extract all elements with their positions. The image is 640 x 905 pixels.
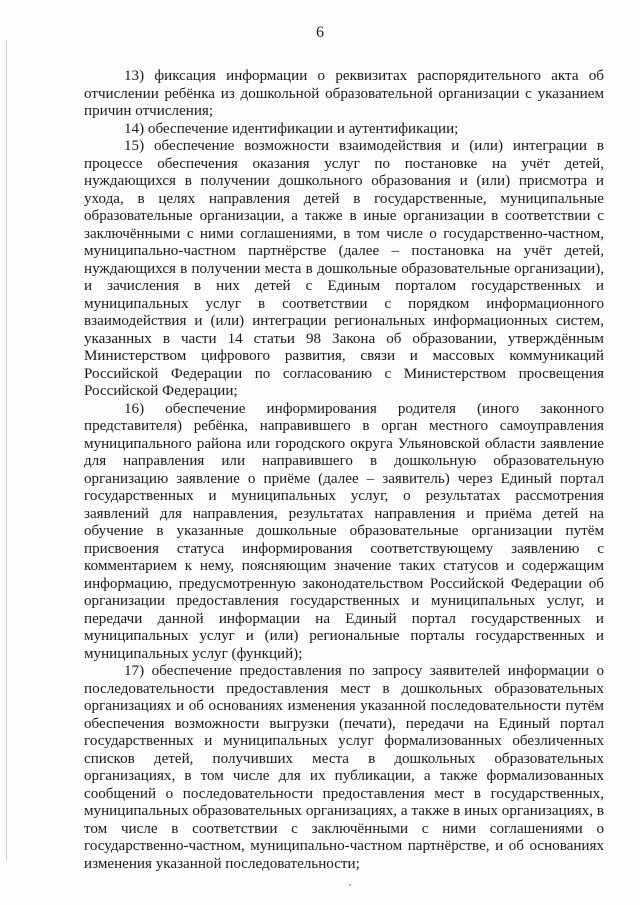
document-body [84,68,604,873]
page-number: 6 [316,24,324,41]
scan-margin-mark [6,40,7,860]
paragraph-16: 16) обеспечение информирования родителя (иного законного представителя) ребёнка, направившего в орган местного самоуправления муниципального района или городского округа Ульяновской области заявление для направления или направившего в дошкольную образовательную организацию заявление о приёме (далее – заявитель) через Единый портал государственных и муниципальных услуг, о результатах рассмотрения заявлений для направления, результатах направления и приёма детей на обучение в указанные дошкольные образовательные организации путём присвоения статуса информирования соответствующему заявлению с комментарием к нему, поясняющим значение таких статусов и содержащим информацию, предусмотренную законодательством Российской Федерации об организации предоставления государственных и муниципальных услуг, и передачи данной информации на Единый портал государственных и муниципальных услуг и (или) региональные порталы государственных и муниципальных услуг (функций); [84,400,604,662]
paragraph-13: 13) фиксация информации о реквизитах распорядительного акта об отчислении ребёнка из дошкольной образовательной организации с указанием причин отчисления; [84,68,604,119]
paragraph-17: 17) обеспечение предоставления по запросу заявителей информации о последовательности предоставления мест в дошкольных образовательных организациях и об основаниях изменения указанной последовательности путём обеспечения возможности выгрузки (печати), передачи на Единый портал государственных и муниципальных услуг формализованных обезличенных списков детей, получивших места в дошкольных образовательных организациях, в том числе для их публикации, а также формализованных сообщений о последовательности предоставления мест в государственных, муниципальных образовательных организациях, а также в иных организациях, в том числе в соответствии с заключёнными с ними соглашениями о государственно-частном, муниципально-частном партнёрстве, и об основаниях изменения указанной последовательности; [84,663,604,872]
scan-speck [349,884,351,886]
paragraph-14: 14) обеспечение идентификации и аутентификации; [124,120,459,137]
paragraph-15: 15) обеспечение возможности взаимодействия и (или) интеграции в процессе обеспечения оказания услуг по постановке на учёт детей, нуждающихся в получении дошкольного образования и (или) присмотра и ухода, в целях направления детей в государственные, муниципальные образовательные организации, а также в иные организации в соответствии с заключёнными с ними соглашениями, в том числе о государственно-частном, муниципально-частном партнёрстве (далее – постановка на учёт детей, нуждающихся в получении места в дошкольные образовательные организации), и зачисления в них детей с Единым порталом государственных и муниципальных услуг в соответствии с порядком информационного взаимодействия и (или) интеграции региональных информационных систем, указанных в части 14 статьи 98 Закона об образовании, утверждённым Министерством цифрового развития, связи и массовых коммуникаций Российской Федерации по согласованию с Министерством просвещения Российской Федерации; [84,138,604,399]
